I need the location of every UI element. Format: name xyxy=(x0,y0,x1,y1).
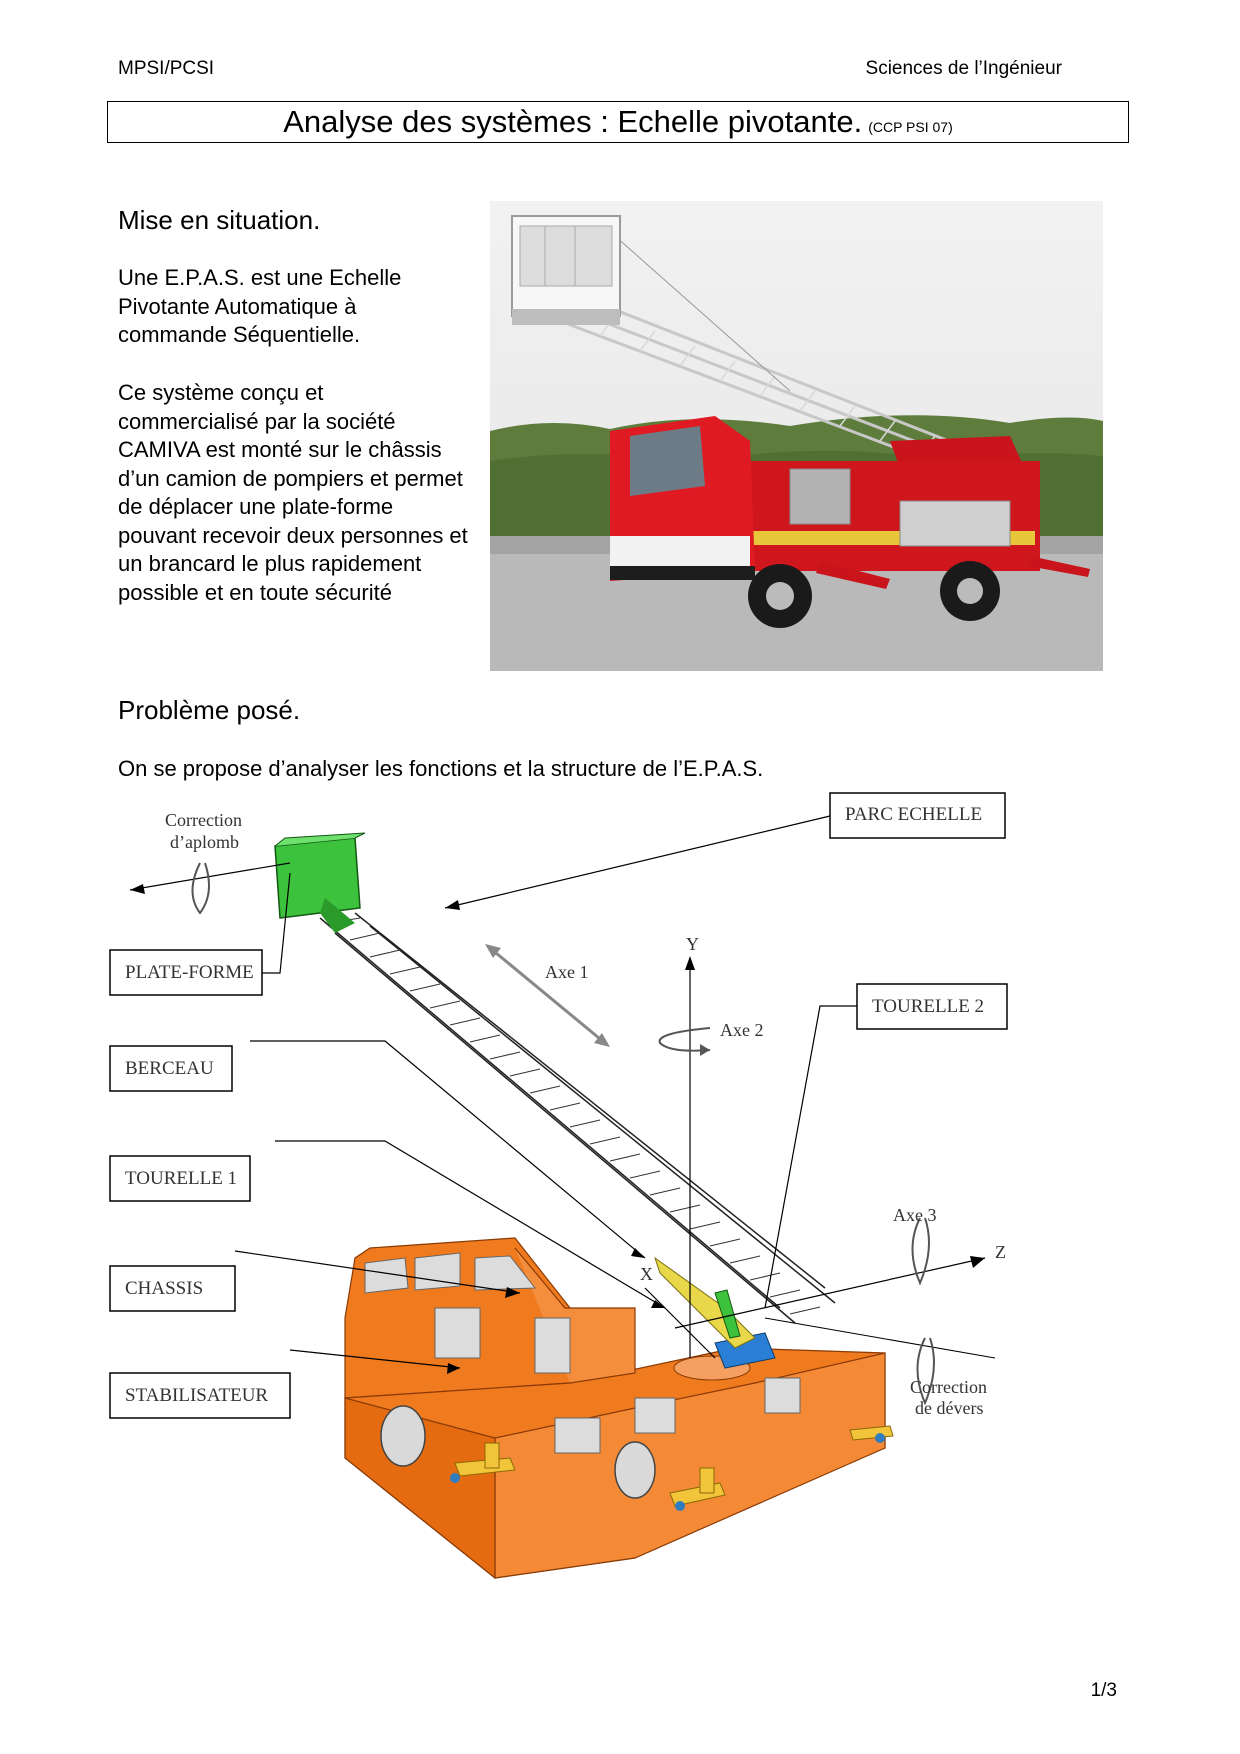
y-axis-label: Y xyxy=(686,934,699,954)
page-number: 1/3 xyxy=(1090,1680,1117,1701)
title-main: Analyse des systèmes : Echelle pivotante. xyxy=(283,104,863,139)
z-axis-label: Z xyxy=(995,1242,1006,1262)
header-right: Sciences de l’Ingénieur xyxy=(865,58,1062,79)
situation-paragraph-1: Une E.P.A.S. est une Echelle Pivotante Automatique à commande Séquentielle. xyxy=(118,265,402,347)
correction-devers-1: Correction xyxy=(910,1377,987,1397)
correction-aplomb-2: d’aplomb xyxy=(170,832,239,852)
axe3-label: Axe 3 xyxy=(893,1205,937,1225)
section-heading-situation: Mise en situation. xyxy=(118,205,321,235)
label-parc-echelle: PARC ECHELLE xyxy=(845,804,983,825)
axe2-label: Axe 2 xyxy=(720,1020,764,1040)
title-source: (CCP PSI 07) xyxy=(868,119,953,135)
correction-aplomb-1: Correction xyxy=(165,810,242,830)
x-axis-label: X xyxy=(640,1264,653,1284)
page-title xyxy=(107,101,1129,143)
axe1-label: Axe 1 xyxy=(545,962,589,982)
section-heading-probleme: Problème posé. xyxy=(118,695,301,725)
label-tourelle-2: TOURELLE 2 xyxy=(872,996,985,1017)
epas-structure-diagram xyxy=(115,804,1145,1608)
label-berceau: BERCEAU xyxy=(125,1058,214,1079)
correction-devers-2: de dévers xyxy=(915,1398,984,1418)
header-left: MPSI/PCSI xyxy=(118,58,215,79)
probleme-paragraph: On se propose d’analyser les fonctions et la structure de l’E.P.A.S. xyxy=(118,756,764,781)
label-tourelle-1: TOURELLE 1 xyxy=(125,1168,238,1189)
label-stabilisateur: STABILISATEUR xyxy=(125,1385,269,1406)
label-plate-forme: PLATE-FORME xyxy=(125,962,254,983)
label-chassis: CHASSIS xyxy=(125,1278,204,1299)
fire-truck-photo xyxy=(490,201,1103,671)
situation-paragraph-2: Ce système conçu et commercialisé par la société CAMIVA est monté sur le châssis d’un camion de pompiers et permet de déplacer une plate-forme pouvant recevoir deux personnes et un brancard le plus rapidement possible et en toute sécurité xyxy=(118,380,468,605)
